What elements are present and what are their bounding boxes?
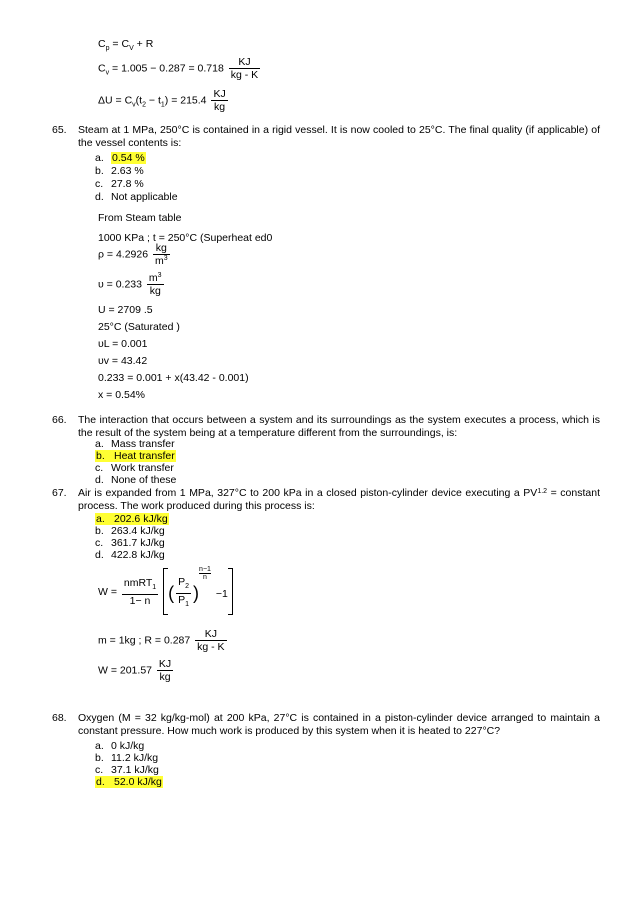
option-d: d. Not applicable (95, 191, 178, 203)
question-text: Air is expanded from 1 MPa, 327°C to 200 kPa in a closed piston-cylinder device executing a $PV^{1.2}$ = constant process. The work produced during this process is: (78, 487, 600, 512)
option-c: c. 37.1 kJ/kg (95, 764, 159, 776)
eq-cv: $C_v = 1.005 - 0.287 = 0.718$ $\frac{KJ}{kg - K}$ (98, 56, 259, 81)
option-c: c. 361.7 kJ/kg (95, 537, 165, 549)
sol-vv: υv = 43.42 (98, 355, 148, 367)
option-d: d. 422.8 kJ/kg (95, 549, 165, 561)
answer-highlight: 0.54 % (112, 152, 145, 164)
sol-rho: ρ = 4.2926 $\frac{kg}{m^3}$ (98, 242, 168, 267)
sol-mass-r: m = 1kg ; R = 0.287 $\frac{KJ}{kg - K}$ (98, 628, 225, 653)
answer-highlight: Heat transfer (114, 450, 175, 462)
answer-highlight: 52.0 kJ/kg (114, 776, 162, 788)
option-a: a. 0.54 % (95, 152, 145, 164)
option-b: b. 11.2 kJ/kg (95, 752, 159, 764)
option-a: a. 0 kJ/kg (95, 740, 145, 752)
option-a: a. Mass transfer (95, 438, 175, 450)
question-66 (52, 414, 600, 440)
option-d: d. None of these (95, 474, 177, 486)
question-68 (52, 712, 600, 738)
sol-internal-energy: U = 2709 .5 (98, 304, 153, 316)
option-d: d. 52.0 kJ/kg (96, 776, 162, 788)
sol-specific-volume: υ = 0.233 $\frac{m^3}{kg}$ (98, 272, 162, 297)
option-a: a. 202.6 kJ/kg (96, 513, 168, 525)
option-c: c. Work transfer (95, 462, 174, 474)
question-text: The interaction that occurs between a system and its surroundings as the system executes a process, which is the result of the system being at a temperature different from the surroundings, is: (78, 414, 600, 439)
question-67 (52, 487, 600, 513)
option-b: b. Heat transfer (96, 450, 175, 462)
sol-vl: υL = 0.001 (98, 338, 148, 350)
question-text: Oxygen (M = 32 kg/kg-mol) at 200 kPa, 27°C is contained in a piston-cylinder device arranged to maintain a constant pressure. How much work is produced by this system when it is heated to 227°C? (78, 712, 600, 737)
sol-quality-result: x = 0.54% (98, 389, 145, 401)
eq-cp: $C_p = C_V + R$ (98, 38, 154, 53)
sol-quality-equation: 0.233 = 0.001 + x(43.42 - 0.001) (98, 372, 249, 384)
question-text: Steam at 1 MPa, 250°C is contained in a rigid vessel. It is now cooled to 25°C. The final quality (if applicable) of the vessel contents is: (78, 124, 600, 149)
option-b: b. 263.4 kJ/kg (95, 525, 165, 537)
sol-steam-table: From Steam table (98, 212, 182, 224)
answer-highlight: 202.6 kJ/kg (114, 513, 168, 525)
sol-saturated: 25°C (Saturated ) (98, 321, 180, 333)
eq-delta-u: $\Delta U = C_v(t_2 - t_1) = 215.4$ $\frac{KJ}{kg}$ (98, 88, 226, 113)
question-number: 68. (52, 712, 67, 724)
option-c: c. 27.8 % (95, 178, 144, 190)
bracket: ( $\frac{P_2}{P_1}$ ) $\frac{n-1}{n}$ −1 (163, 568, 233, 615)
question-number: 66. (52, 414, 67, 426)
question-number: 65. (52, 124, 67, 136)
option-b: b. 2.63 % (95, 165, 144, 177)
question-number: 67. (52, 487, 67, 499)
sol-work-result: W = 201.57 $\frac{KJ}{kg}$ (98, 658, 172, 683)
sol-superheated: 1000 KPa ; t = 250°C (Superheat ed0 (98, 232, 273, 244)
sol-work-formula: W = $\frac{nmRT_1}{1- n}$ ( $\frac{P_2}{P_1}$ ) $\frac{n-1}{n}$ −1 (98, 568, 233, 615)
question-65 (52, 124, 600, 150)
